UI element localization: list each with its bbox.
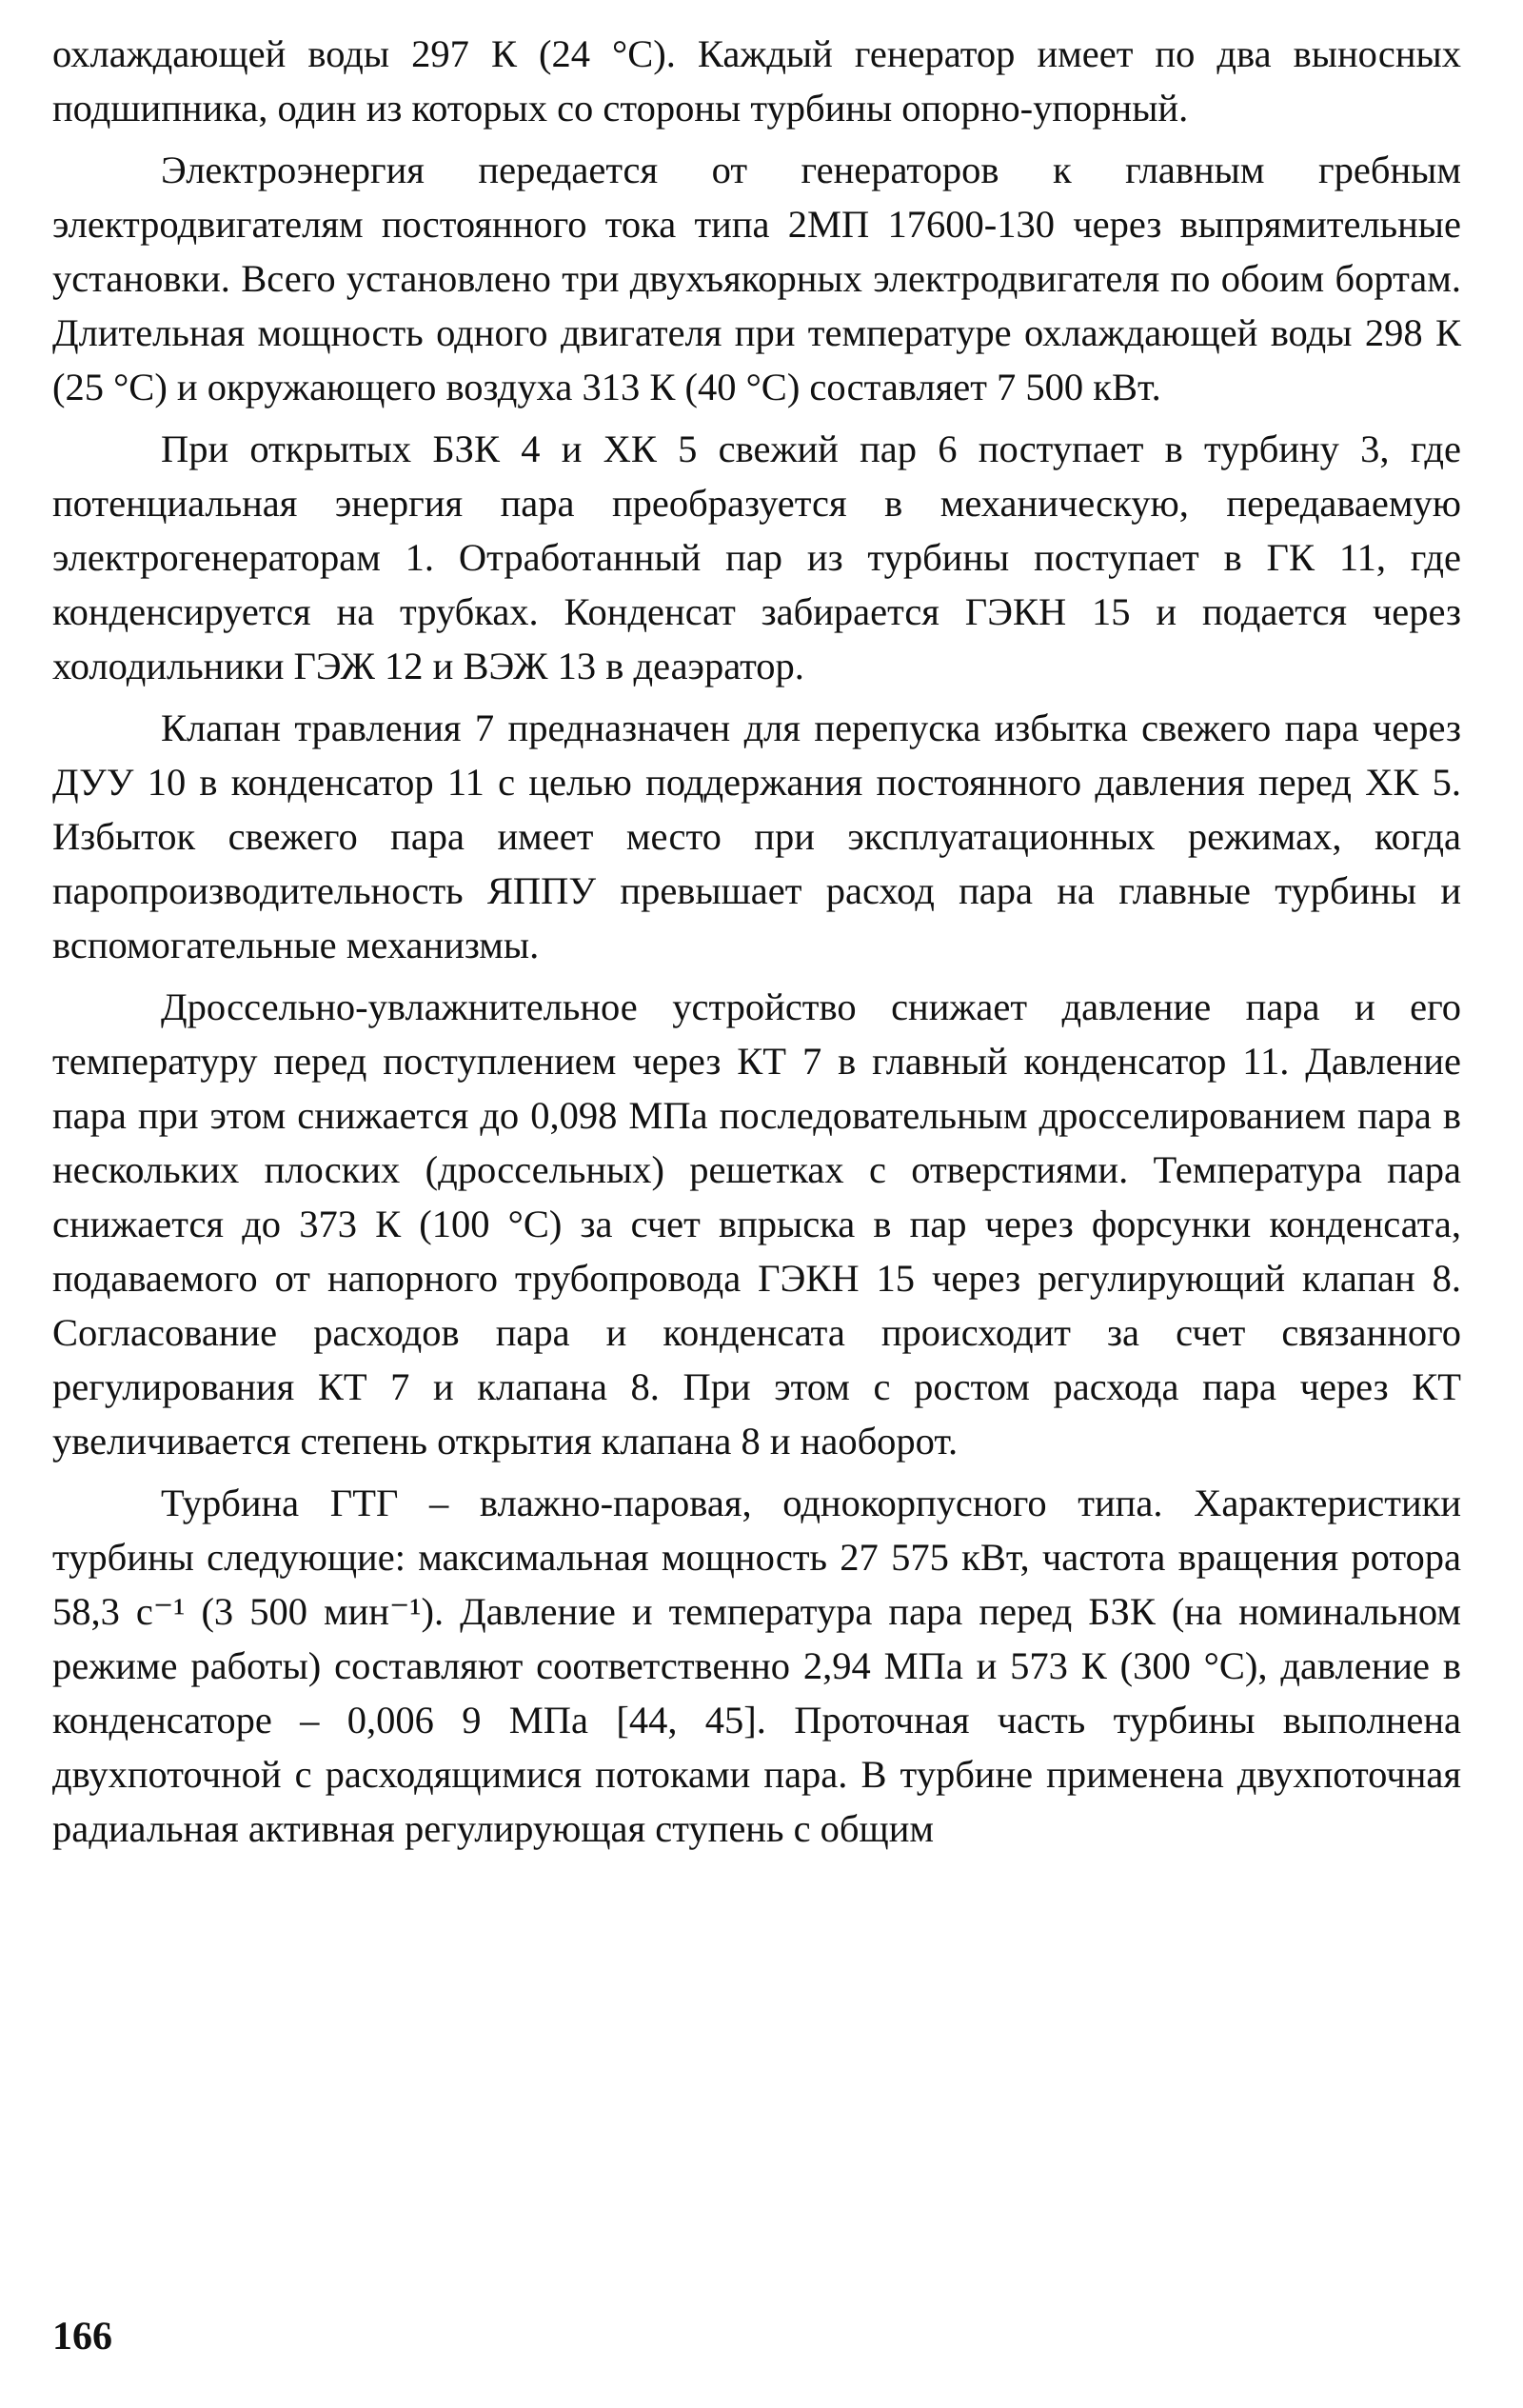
paragraph-4: Клапан травления 7 предназначен для перепуска избытка свежего пара через ДУУ 10 в конденсатор 11 с целью поддержания постоянного давления перед ХК 5. Избыток свежего пара имеет место при эксплуатационных режимах, когда паропроизводительность ЯППУ превышает расход пара на главные турбины и вспомогательные механизмы. <box>52 706 1461 966</box>
book-page <box>52 27 1461 2378</box>
paragraph-2: Электроэнергия передается от генераторов к главным гребным электродвигателям постоянного тока типа 2МП 17600-130 через выпрямительные установки. Всего установлено три двухъякорных электродвигателя по обоим бортам. Длительная мощность одного двигателя при температуре охлаждающей воды 298 К (25 °С) и окружающего воздуха 313 К (40 °С) составляет 7 500 кВт. <box>52 149 1461 408</box>
paragraph-1: охлаждающей воды 297 К (24 °С). Каждый генератор имеет по два выносных подшипника, один из которых со стороны турбины опорно-упорный. <box>52 32 1461 129</box>
paragraph-5: Дроссельно-увлажнительное устройство снижает давление пара и его температуру перед поступлением через КТ 7 в главный конденсатор 11. Давление пара при этом снижается до 0,098 МПа последовательным дросселированием пара в нескольких плоских (дроссельных) решетках с отверстиями. Температура пара снижается до 373 К (100 °С) за счет впрыска в пар через форсунки конденсата, подаваемого от напорного трубопровода ГЭКН 15 через регулирующий клапан 8. Согласование расходов пара и конденсата происходит за счет связанного регулирования КТ 7 и клапана 8. При этом с ростом расхода пара через КТ увеличивается степень открытия клапана 8 и наоборот. <box>52 985 1461 1463</box>
paragraph-6: Турбина ГТГ – влажно-паровая, однокорпусного типа. Характеристики турбины следующие: максимальная мощность 27 575 кВт, частота вращения ротора 58,3 с⁻¹ (3 500 мин⁻¹). Давление и температура пара перед БЗК (на номинальном режиме работы) составляют соответственно 2,94 МПа и 573 К (300 °С), давление в конденсаторе – 0,006 9 МПа [44, 45]. Проточная часть турбины выполнена двухпоточной с расходящимися потоками пара. В турбине применена двухпоточная радиальная активная регулирующая ступень с общим <box>52 1482 1461 1850</box>
paragraph-3: При открытых БЗК 4 и ХК 5 свежий пар 6 поступает в турбину 3, где потенциальная энергия пара преобразуется в механическую, передаваемую электрогенераторам 1. Отработанный пар из турбины поступает в ГК 11, где конденсируется на трубках. Конденсат забирается ГЭКН 15 и подается через холодильники ГЭЖ 12 и ВЭЖ 13 в деаэратор. <box>52 428 1461 687</box>
page-number: 166 <box>52 2315 112 2358</box>
